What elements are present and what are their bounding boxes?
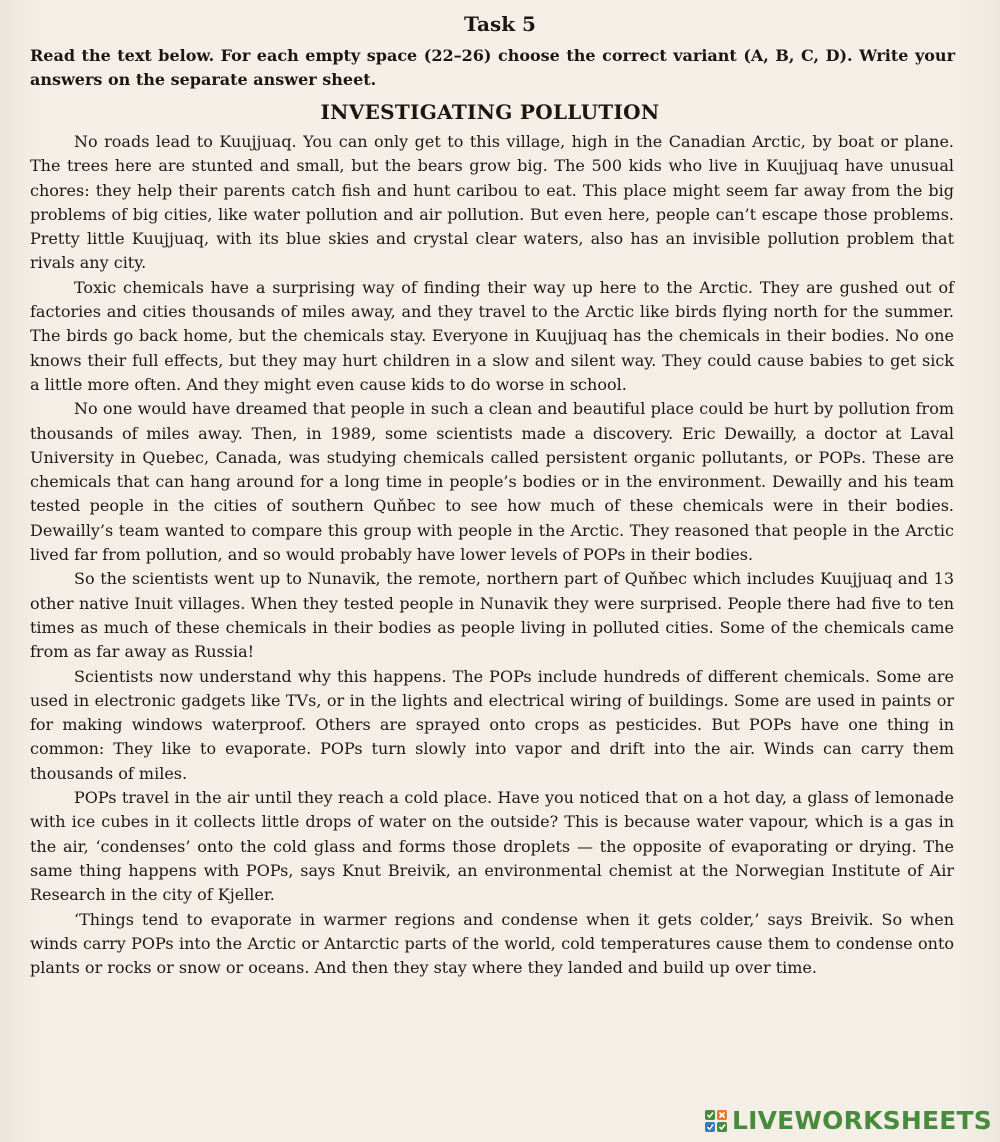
paragraph-1: No roads lead to Kuujjuaq. You can only get to this village, high in the Canadian Arctic, by boat or plane. The trees here are stunted and small, but the bears grow big. The 500 kids who live in Kuujjuaq have unusual chores: they help their parents catch fish and hunt caribou to eat. This place might seem far away from the big problems of big cities, like water pollution and air pollution. But even here, people can’t escape those problems. Pretty little Kuujjuaq, with its blue skies and crystal clear waters, also has an invisible pollution problem that rivals any city. (30, 132, 954, 273)
liveworksheets-wordmark: LIVEWORKSHEETS (731, 1106, 992, 1135)
liveworksheets-logo-icon (704, 1109, 728, 1133)
paragraph-3: No one would have dreamed that people in such a clean and beautiful place could be hurt by pollution from thousands of miles away. Then, in 1989, some scientists made a discovery. Eric Dewailly, a doctor at Laval University in Quebec, Canada, was studying chemicals called persistent organic pollutants, or POPs. These are chemicals that can hang around for a long time in people’s bodies or in the environment. Dewailly and his team tested people in the cities of southern Quňbec to see how much of these chemicals were in their bodies. Dewailly’s team wanted to compare this group with people in the Arctic. They reasoned that people in the Arctic lived far from pollution, and so would probably have lower levels of POPs in their bodies. (30, 399, 954, 565)
paragraph-2: Toxic chemicals have a surprising way of finding their way up here to the Arctic. They are gushed out of factories and cities thousands of miles away, and they travel to the Arctic like birds flying north for the summer. The birds go back home, but the chemicals stay. Everyone in Kuujjuaq has the chemicals in their bodies. No one knows their full effects, but they may hurt children in a slow and silent way. They could cause babies to get sick a little more often. And they might even cause kids to do worse in school. (30, 277, 954, 394)
text-title: INVESTIGATING POLLUTION (320, 100, 660, 124)
paragraph-5: Scientists now understand why this happens. The POPs include hundreds of different chemicals. Some are used in electronic gadgets like TVs, or in the lights and electrical wiring of buildings. Some are used in paints or for making windows waterproof. Others are sprayed onto crops as pesticides. But POPs have one thing in common: They like to evaporate. POPs turn slowly into vapor and drift into the air. Winds can carry them thousands of miles. (30, 666, 954, 783)
paragraph-4: So the scientists went up to Nunavik, the remote, northern part of Quňbec which includes Kuujjuaq and 13 other native Inuit villages. When they tested people in Nunavik they were surprised. People there had five to ten times as much of these chemicals in their bodies as people living in polluted cities. Some of the chemicals came from as far away as Russia! (30, 569, 954, 662)
task-instructions: Read the text below. For each empty space (22–26) choose the correct variant (A, B, C, D). Write your answers on the separate answer sheet. (30, 46, 955, 89)
paragraph-6: POPs travel in the air until they reach a cold place. Have you noticed that on a hot day, a glass of lemonade with ice cubes in it collects little drops of water on the outside? This is because water vapour, which is a gas in the air, ‘condenses’ onto the cold glass and forms those droplets — the opposite of evaporating or drying. The same thing happens with POPs, says Knut Breivik, an environmental chemist at the Norwegian Institute of Air Research in the city of Kjeller. (30, 788, 954, 905)
task-label: Task 5 (464, 12, 536, 36)
liveworksheets-brand (704, 1106, 992, 1136)
paragraph-7: ‘Things tend to evaporate in warmer regions and condense when it gets colder,’ says Breivik. So when winds carry POPs into the Arctic or Antarctic parts of the world, cold temperatures cause them to condense onto plants or rocks or snow or oceans. And then they stay where they landed and build up over time. (30, 909, 954, 978)
reading-text (30, 130, 954, 980)
